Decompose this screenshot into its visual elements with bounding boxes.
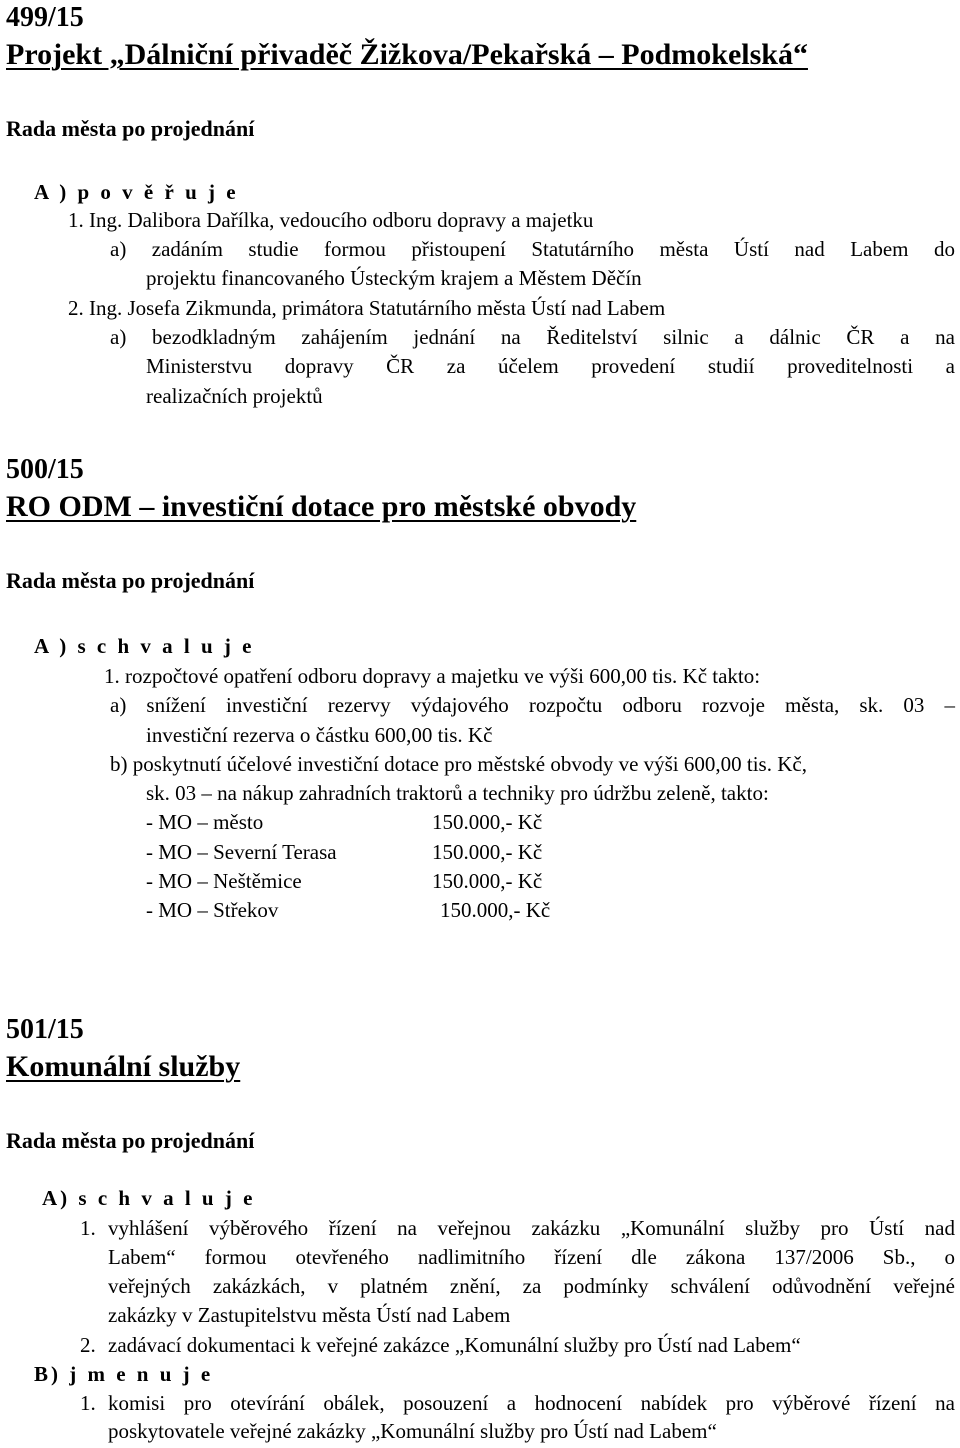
table-row — [146, 840, 337, 865]
item-line: realizačních projektů — [146, 384, 323, 408]
action-heading: A ) s c h v a l u j e — [34, 634, 255, 658]
item-line: 1. rozpočtové opatření odboru dopravy a majetku ve výši 600,00 tis. Kč takto: — [104, 664, 761, 688]
table-row — [146, 810, 263, 835]
council-heading: Rada města po projednání — [6, 1128, 255, 1153]
resolution-title: RO ODM – investiční dotace pro městské obvody — [6, 490, 637, 523]
item-line: investiční rezerva o částku 600,00 tis. Kč — [146, 723, 493, 747]
item-line: a) zadáním studie formou přistoupení Statutárního města Ústí nad Labem do — [110, 237, 955, 261]
item-line: zakázky v Zastupitelstvu města Ústí nad Labem — [108, 1303, 511, 1327]
item-line: a) snížení investiční rezervy výdajového rozpočtu odboru rozvoje města, sk. 03 – — [110, 693, 955, 717]
resolution-number: 499/15 — [6, 2, 84, 33]
council-heading: Rada města po projednání — [6, 568, 255, 593]
district-amount: 150.000,- Kč — [432, 840, 543, 864]
district-amount: 150.000,- Kč — [432, 810, 543, 834]
resolution-title: Komunální služby — [6, 1050, 241, 1083]
item-line: poskytovatele veřejné zakázky „Komunální služby pro Ústí nad Labem“ — [108, 1419, 717, 1443]
item-line: projektu financovaného Ústeckým krajem a Městem Děčín — [146, 266, 642, 290]
item-line: 1. Ing. Dalibora Dařílka, vedoucího odboru dopravy a majetku — [68, 208, 594, 232]
item-line: vyhlášení výběrového řízení na veřejnou zakázku „Komunální služby pro Ústí nad — [108, 1216, 955, 1240]
action-heading: A) s c h v a l u j e — [42, 1186, 256, 1210]
item-number: 1. — [80, 1216, 96, 1240]
resolution-number: 500/15 — [6, 454, 84, 485]
item-line: a) bezodkladným zahájením jednání na Ředitelství silnic a dálnic ČR a na — [110, 325, 955, 349]
item-line: sk. 03 – na nákup zahradních traktorů a techniky pro údržbu zeleně, takto: — [146, 781, 769, 805]
resolution-number: 501/15 — [6, 1014, 84, 1045]
action-heading: B) j m e n u j e — [34, 1362, 214, 1386]
item-line: 2. Ing. Josefa Zikmunda, primátora Statutárního města Ústí nad Labem — [68, 296, 666, 320]
district-name: - MO – Neštěmice — [146, 869, 302, 893]
item-line: veřejných zakázkách, v platném znění, za podmínky schválení odůvodnění veřejné — [108, 1274, 955, 1298]
resolution-title: Projekt „Dálniční přivaděč Žižkova/Pekařská – Podmokelská“ — [6, 38, 808, 71]
table-row — [146, 898, 278, 923]
item-line: Labem“ formou otevřeného nadlimitního řízení dle zákona 137/2006 Sb., o — [108, 1245, 955, 1269]
district-name: - MO – město — [146, 810, 264, 834]
district-amount: 150.000,- Kč — [440, 898, 551, 922]
district-amount: 150.000,- Kč — [432, 869, 543, 893]
action-heading: A ) p o v ě ř u j e — [34, 180, 239, 204]
item-line: b) poskytnutí účelové investiční dotace pro městské obvody ve výši 600,00 tis. Kč, — [110, 752, 807, 776]
district-name: - MO – Střekov — [146, 898, 279, 922]
item-number: 2. — [80, 1333, 96, 1357]
table-row — [146, 869, 302, 894]
district-name: - MO – Severní Terasa — [146, 840, 337, 864]
council-heading: Rada města po projednání — [6, 116, 255, 141]
item-number: 1. — [80, 1391, 96, 1415]
item-line: komisi pro otevírání obálek, posouzení a hodnocení nabídek pro výběrové řízení na — [108, 1391, 955, 1415]
item-line: zadávací dokumentaci k veřejné zakázce „Komunální služby pro Ústí nad Labem“ — [108, 1333, 801, 1357]
item-line: Ministerstvu dopravy ČR za účelem provedení studií proveditelnosti a — [146, 354, 955, 378]
